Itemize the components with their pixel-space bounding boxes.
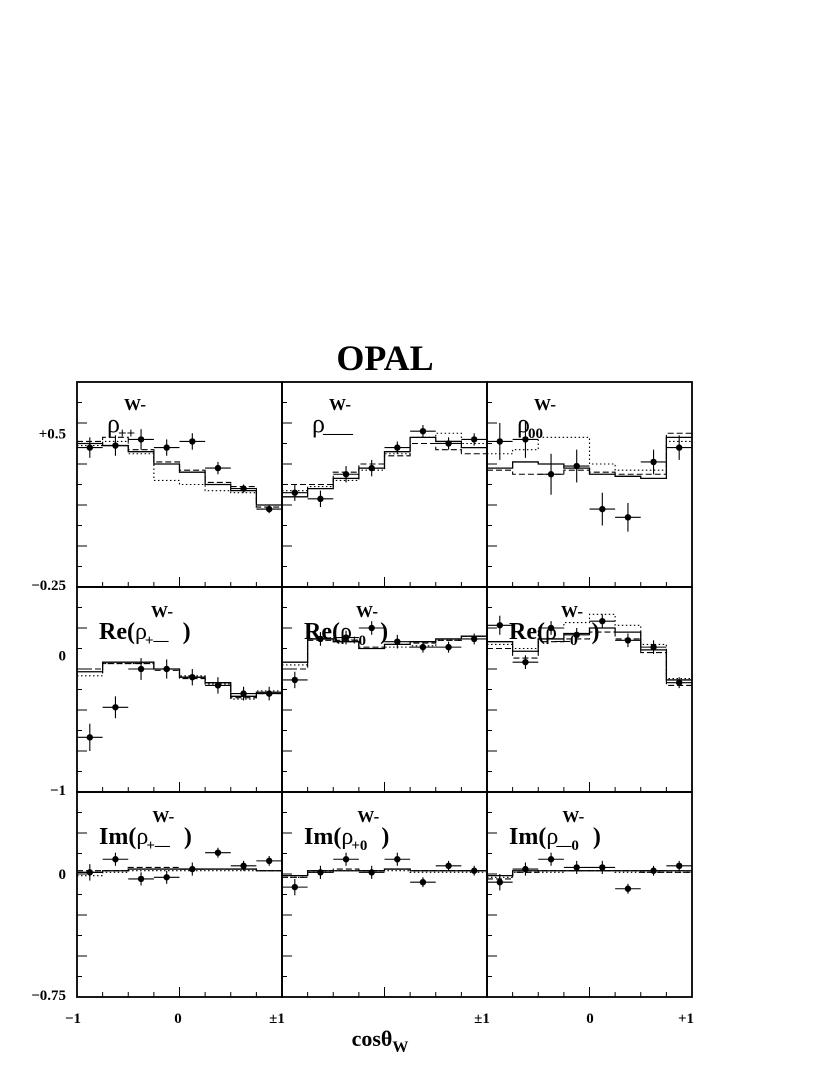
- data-point: [103, 853, 129, 866]
- dotted-histogram: [487, 437, 692, 470]
- data-point: [410, 425, 436, 437]
- data-marker: [266, 506, 272, 512]
- data-marker: [650, 459, 656, 465]
- panel-label: [509, 807, 601, 854]
- label-suffix: ): [591, 619, 600, 645]
- data-marker: [445, 440, 451, 446]
- panel-label: [99, 807, 192, 854]
- label-prefix: Im(: [304, 824, 342, 850]
- data-point: [461, 633, 487, 644]
- data-point: [385, 635, 411, 649]
- x-tick-label: ±1: [269, 1011, 285, 1027]
- data-marker: [189, 438, 195, 444]
- data-point: [128, 658, 154, 680]
- dotted-histogram: [77, 871, 282, 876]
- data-point: [615, 633, 641, 647]
- solid-histogram: [77, 444, 282, 506]
- panel-im_rho_pm: [77, 792, 282, 997]
- panel-re_rho_pm: [77, 587, 282, 792]
- data-point: [205, 677, 231, 693]
- solid-histogram: [282, 437, 487, 496]
- label-symbol: ρ: [546, 824, 559, 850]
- y-tick-label: −0.75: [31, 988, 66, 1004]
- data-marker: [215, 682, 221, 688]
- data-point: [205, 848, 231, 858]
- data-point: [487, 423, 513, 460]
- x-tick-label: +1: [677, 1011, 695, 1027]
- label-symbol: ρ: [339, 619, 352, 645]
- data-marker: [368, 869, 374, 875]
- data-marker: [394, 444, 400, 450]
- label-superscript: W-: [150, 602, 173, 621]
- label-suffix: ): [592, 824, 601, 850]
- data-marker: [189, 674, 195, 680]
- panel-re_rho_p0: [282, 587, 487, 792]
- data-marker: [548, 471, 554, 477]
- tick-marks: [282, 403, 461, 588]
- data-point: [180, 863, 206, 876]
- data-marker: [497, 438, 503, 444]
- data-marker: [573, 864, 579, 870]
- data-marker: [215, 465, 221, 471]
- x-tick-label: −1: [64, 1011, 82, 1027]
- solid-histogram: [77, 662, 282, 696]
- data-point: [385, 853, 411, 866]
- label-subscript: +—: [145, 633, 169, 649]
- data-point: [641, 640, 667, 654]
- y-tick-label: +0.5: [38, 426, 66, 443]
- data-point: [282, 879, 308, 895]
- data-point: [128, 872, 154, 885]
- panel-label: [509, 602, 600, 649]
- data-point: [154, 439, 180, 455]
- data-point: [590, 861, 616, 874]
- label-superscript: W-: [562, 807, 585, 826]
- data-point: [615, 884, 641, 894]
- dotted-histogram: [282, 871, 487, 878]
- dotted-histogram: [487, 871, 692, 878]
- data-point: [333, 853, 359, 866]
- data-point: [154, 659, 180, 678]
- x-tick-label: ±1: [474, 1011, 490, 1027]
- data-point: [77, 724, 103, 751]
- data-point: [282, 485, 308, 501]
- label-suffix: ): [381, 824, 390, 850]
- data-point: [564, 861, 590, 874]
- data-point: [666, 435, 692, 460]
- data-marker: [497, 879, 503, 885]
- data-point: [359, 866, 385, 879]
- data-marker: [138, 436, 144, 442]
- label-suffix: ): [380, 619, 389, 645]
- data-marker: [343, 471, 349, 477]
- label-symbol: ρ: [312, 409, 325, 438]
- data-marker: [599, 618, 605, 624]
- data-marker: [676, 863, 682, 869]
- panel-label: [304, 602, 388, 649]
- data-marker: [420, 428, 426, 434]
- data-marker: [240, 863, 246, 869]
- label-subscript: —0: [556, 838, 579, 854]
- data-marker: [676, 444, 682, 450]
- data-marker: [573, 463, 579, 469]
- data-point: [282, 672, 308, 688]
- y-tick-label: 0: [58, 648, 66, 665]
- data-marker: [368, 465, 374, 471]
- label-symbol: ρ: [136, 824, 149, 850]
- data-marker: [317, 496, 323, 502]
- data-marker: [317, 869, 323, 875]
- panel-rho_00: [487, 382, 692, 587]
- data-point: [77, 437, 103, 458]
- data-marker: [292, 884, 298, 890]
- y-tick-label: −0.25: [31, 578, 66, 594]
- label-symbol: ρ: [107, 409, 120, 438]
- panel-frame: [77, 587, 282, 792]
- data-marker: [87, 734, 93, 740]
- data-marker: [394, 638, 400, 644]
- data-marker: [445, 644, 451, 650]
- data-marker: [112, 442, 118, 448]
- label-subscript: +0: [351, 838, 368, 854]
- data-marker: [343, 856, 349, 862]
- data-point: [77, 864, 103, 880]
- data-marker: [112, 856, 118, 862]
- data-point: [410, 877, 436, 887]
- panel-rho_mm: [282, 382, 487, 587]
- data-marker: [471, 868, 477, 874]
- data-point: [513, 655, 539, 669]
- panel-grid: [77, 382, 692, 997]
- data-marker: [266, 858, 272, 864]
- panel-rho_pp: [77, 382, 282, 587]
- panel-re_rho_m0: [487, 587, 692, 792]
- data-point: [564, 450, 590, 483]
- data-point: [487, 874, 513, 890]
- data-marker: [163, 874, 169, 880]
- label-subscript: +0: [350, 633, 367, 649]
- data-point: [256, 505, 282, 513]
- label-superscript: W-: [357, 807, 380, 826]
- label-symbol: ρ: [134, 619, 147, 645]
- panel-frame: [282, 587, 487, 792]
- data-marker: [87, 869, 93, 875]
- y-tick-label: 0: [58, 867, 66, 883]
- data-marker: [471, 436, 477, 442]
- data-point: [436, 861, 462, 871]
- data-point: [436, 642, 462, 653]
- data-marker: [189, 866, 195, 872]
- data-point: [615, 503, 641, 532]
- x-axis-title: [352, 1026, 409, 1056]
- label-subscript: +—: [146, 838, 170, 854]
- data-marker: [368, 625, 374, 631]
- data-marker: [266, 690, 272, 696]
- x-tick-label: 0: [174, 1011, 182, 1027]
- data-point: [256, 856, 282, 866]
- panel-label: [312, 395, 354, 442]
- data-marker: [292, 490, 298, 496]
- label-symbol: ρ: [544, 619, 557, 645]
- label-subscript: ++: [118, 426, 136, 442]
- data-marker: [138, 666, 144, 672]
- data-point: [154, 871, 180, 884]
- data-point: [666, 861, 692, 871]
- data-point: [180, 669, 206, 685]
- data-point: [231, 687, 257, 701]
- panel-im_rho_m0: [487, 792, 692, 997]
- data-marker: [625, 514, 631, 520]
- data-marker: [599, 864, 605, 870]
- data-marker: [420, 879, 426, 885]
- x-axis-title-main: cosθ: [351, 1026, 393, 1051]
- data-point: [590, 493, 616, 526]
- panel-label: [517, 395, 556, 442]
- label-suffix: ): [182, 619, 191, 645]
- data-point: [538, 454, 564, 495]
- label-superscript: W-: [355, 602, 378, 621]
- panel-label: [99, 602, 191, 649]
- panel-frame: [487, 792, 692, 997]
- label-subscript: —0: [555, 633, 578, 649]
- data-marker: [163, 666, 169, 672]
- figure-title: OPAL: [336, 338, 434, 378]
- data-marker: [471, 636, 477, 642]
- data-marker: [87, 444, 93, 450]
- panel-im_rho_p0: [282, 792, 487, 997]
- data-marker: [522, 866, 528, 872]
- data-marker: [497, 622, 503, 628]
- dashed-histogram: [487, 871, 692, 879]
- data-marker: [599, 506, 605, 512]
- data-marker: [240, 485, 246, 491]
- data-marker: [215, 849, 221, 855]
- panel-frame: [282, 792, 487, 997]
- axis-labels: [31, 426, 694, 1056]
- x-axis-title-subscript: W: [392, 1039, 409, 1056]
- data-point: [436, 437, 462, 449]
- data-point: [103, 696, 129, 718]
- label-prefix: Im(: [509, 824, 547, 850]
- x-tick-label: 0: [586, 1011, 594, 1027]
- label-subscript: ——: [323, 426, 354, 442]
- dotted-histogram: [77, 441, 282, 509]
- data-point: [308, 491, 334, 507]
- data-marker: [676, 679, 682, 685]
- panel-frame: [77, 792, 282, 997]
- data-marker: [445, 863, 451, 869]
- label-superscript: W-: [533, 395, 557, 414]
- label-prefix: Re(: [304, 619, 340, 645]
- data-point: [666, 677, 692, 688]
- data-marker: [112, 704, 118, 710]
- data-point: [231, 485, 257, 493]
- label-symbol: ρ: [517, 409, 530, 438]
- label-suffix: ): [183, 824, 192, 850]
- data-marker: [625, 886, 631, 892]
- label-subscript: 00: [528, 426, 544, 442]
- data-marker: [548, 856, 554, 862]
- label-superscript: W-: [152, 807, 175, 826]
- data-marker: [420, 644, 426, 650]
- data-point: [256, 687, 282, 701]
- label-prefix: Im(: [99, 824, 137, 850]
- label-superscript: W-: [560, 602, 583, 621]
- data-marker: [292, 677, 298, 683]
- data-marker: [625, 637, 631, 643]
- tick-marks: [487, 403, 666, 588]
- data-marker: [163, 444, 169, 450]
- data-marker: [240, 690, 246, 696]
- data-point: [461, 866, 487, 876]
- solid-histogram: [487, 871, 692, 876]
- label-prefix: Re(: [509, 619, 545, 645]
- data-point: [180, 433, 206, 449]
- label-superscript: W-: [328, 395, 352, 414]
- data-point: [513, 863, 539, 876]
- label-superscript: W-: [123, 395, 147, 414]
- panel-label: [304, 807, 389, 854]
- data-point: [308, 866, 334, 879]
- data-point: [359, 460, 385, 476]
- y-tick-label: −1: [49, 783, 66, 799]
- data-marker: [394, 856, 400, 862]
- data-marker: [522, 659, 528, 665]
- data-marker: [138, 876, 144, 882]
- data-marker: [650, 868, 656, 874]
- panel-label: [107, 395, 146, 442]
- data-point: [538, 853, 564, 866]
- data-point: [205, 462, 231, 474]
- data-point: [641, 866, 667, 876]
- tick-marks: [77, 403, 256, 588]
- label-symbol: ρ: [341, 824, 354, 850]
- label-prefix: Re(: [99, 619, 135, 645]
- data-marker: [650, 644, 656, 650]
